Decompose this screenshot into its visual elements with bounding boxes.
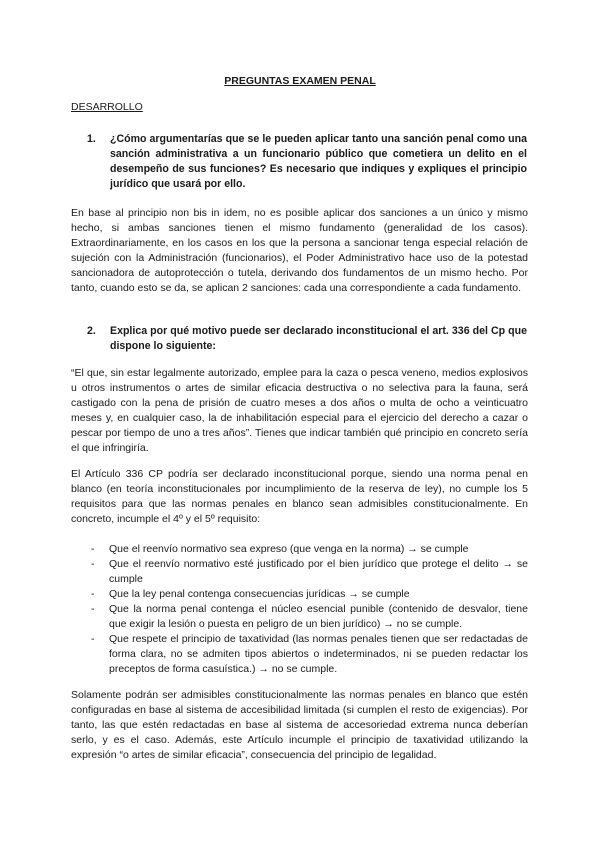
conclusion-paragraph: Solamente podrán ser admisibles constitucionalmente las normas penales en blanco que estén configuradas en base al sistema de accesibilidad limitada (si cumplen el resto de exigencias). Por tanto, las que estén redactadas en base al sistema de accesoriedad extrema nunca deberían serlo, y es el caso. Además, este Artículo incumple el principio de taxatividad utilizando la expresión “o artes de similar eficacia”, consecuencia del principio de legalidad. bbox=[71, 689, 528, 761]
list-item bbox=[71, 542, 528, 557]
list-item bbox=[71, 602, 528, 632]
quoted-article: “El que, sin estar legalmente autorizado, emplee para la caza o pesca veneno, medios explosivos u otros instrumentos o artes de similar eficacia destructiva o no selectiva para la fauna, será castigado con la pena de prisión de cuatro meses a dos años o multa de ocho a veinticuatro meses y, en cualquier caso, la de inhabilitación especial para el ejercicio del derecho a cazar o pescar por tiempo de uno a tres años”. Tienes que indicar también qué principio en concreto sería el que infringiría. bbox=[71, 367, 528, 454]
question-1 bbox=[87, 132, 527, 192]
list-item-text: Que respete el principio de taxatividad (las normas penales tienen que ser redactadas de forma clara, no se admiten tipos abiertos o indeterminados, ni se pueden redactar los preceptos de forma casuística.) → no se cumple. bbox=[109, 633, 528, 675]
question-1-text: ¿Cómo argumentarías que se le pueden aplicar tanto una sanción penal como una sanción administrativa a un funcionario público que cometiera un delito en el desempeño de sus funciones? Es necesario que indiques y expliques el principio jurídico que usará por ello. bbox=[110, 133, 527, 190]
list-item-text: Que el reenvío normativo esté justificado por el bien jurídico que protege el delito → se cumple bbox=[109, 558, 528, 585]
question-2-number: 2. bbox=[87, 325, 96, 337]
bullet-dash: - bbox=[91, 543, 95, 555]
bullet-dash: - bbox=[91, 633, 95, 645]
requirements-list bbox=[71, 542, 528, 677]
document-title: PREGUNTAS EXAMEN PENAL bbox=[224, 75, 376, 87]
list-item-text: Que el reenvío normativo sea expreso (que venga en la norma) → se cumple bbox=[109, 543, 469, 555]
bullet-dash: - bbox=[91, 588, 95, 600]
answer-2-paragraph: El Artículo 336 CP podría ser declarado inconstitucional porque, siendo una norma penal en blanco (en teoría inconstitucionales por incumplimiento de la reserva de ley), no cumple los 5 requisitos para que las normas penales en blanco sean admisibles constitucionalmente. En concreto, incumple el 4º y el 5º requisito: bbox=[71, 468, 528, 525]
bullet-dash: - bbox=[91, 558, 95, 570]
section-heading: DESARROLLO bbox=[71, 101, 143, 113]
list-item-text: Que la norma penal contenga el núcleo esencial punible (contenido de desvalor, tiene que exigir la lesión o puesta en peligro de un bien jurídico) → no se cumple. bbox=[109, 603, 528, 630]
list-item-text: Que la ley penal contenga consecuencias jurídicas → se cumple bbox=[109, 588, 410, 600]
question-1-number: 1. bbox=[87, 133, 96, 145]
question-2-text: Explica por qué motivo puede ser declarado inconstitucional el art. 336 del Cp que dispone lo siguiente: bbox=[110, 325, 527, 352]
answer-1-paragraph: En base al principio non bis in idem, no es posible aplicar dos sanciones a un único y mismo hecho, si ambas sanciones tienen el mismo fundamento (generalidad de los casos). Extraordinariamente, en los casos en los que la persona a sancionar tenga especial relación de sujeción con la Administración (funcionarios), el Poder Administrativo hace uso de la potestad sancionadora de autoprotección o tutela, derivando dos fundamentos de un mismo hecho. Por tanto, cuando esto se da, se aplican 2 sanciones: cada una correspondiente a cada fundamento. bbox=[71, 207, 528, 294]
list-item bbox=[71, 557, 528, 587]
bullet-dash: - bbox=[91, 603, 95, 615]
list-item bbox=[71, 587, 528, 602]
question-2 bbox=[87, 324, 527, 354]
list-item bbox=[71, 632, 528, 677]
